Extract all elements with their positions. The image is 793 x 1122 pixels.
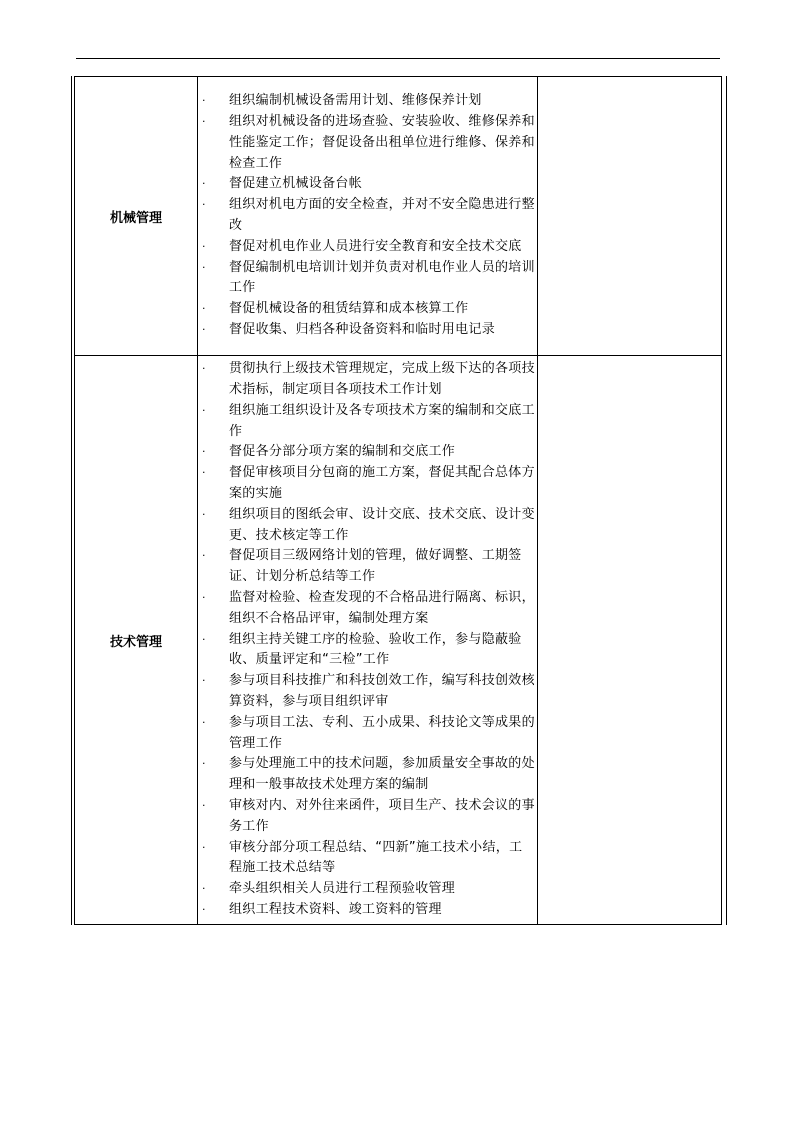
list-item: · 督促建立机械设备台帐	[202, 174, 535, 195]
list-item: · 审核分部分项工程总结、“四新”施工技术小结，工程施工技术总结等	[202, 839, 523, 876]
bullet-icon: ·	[202, 302, 206, 316]
bullet-icon: ·	[202, 798, 206, 812]
bullet-icon: ·	[202, 445, 206, 459]
responsibility-table	[74, 76, 722, 925]
duty-list	[202, 359, 535, 921]
bullet-icon: ·	[202, 674, 206, 688]
duties-cell	[198, 356, 538, 925]
bullet-icon: ·	[202, 177, 206, 191]
list-item: · 贯彻执行上级技术管理规定，完成上级下达的各项技术指标，制定项目各项技术工作计划	[202, 361, 535, 398]
duty-list	[202, 91, 535, 341]
list-item: · 参与项目工法、专利、五小成果、科技论文等成果的管理工作	[202, 714, 535, 751]
bullet-icon: ·	[202, 115, 206, 129]
bullet-icon: ·	[202, 466, 206, 480]
table-row-technical	[75, 356, 722, 925]
bullet-icon: ·	[202, 94, 206, 108]
bullet-icon: ·	[202, 549, 206, 563]
duties-cell	[198, 77, 538, 356]
bullet-icon: ·	[202, 632, 206, 646]
remarks-cell	[538, 77, 722, 356]
bullet-icon: ·	[202, 902, 206, 916]
list-item: · 组织对机电方面的安全检查，并对不安全隐患进行整改	[202, 197, 535, 233]
list-item: · 督促项目三级网络计划的管理，做好调整、工期签证、计划分析总结等工作	[202, 548, 522, 585]
bullet-icon: ·	[202, 362, 206, 376]
list-item: · 督促审核项目分包商的施工方案，督促其配合总体方案的实施	[202, 465, 535, 502]
category-cell: 机械管理	[75, 77, 198, 356]
bullet-icon: ·	[202, 715, 206, 729]
list-item: · 审核对内、对外往来函件，项目生产、技术会议的事务工作	[202, 797, 535, 834]
bullet-icon: ·	[202, 403, 206, 417]
responsibility-table-frame	[71, 76, 727, 925]
list-item: · 组织施工组织设计及各专项技术方案的编制和交底工作	[202, 402, 535, 439]
remarks-cell	[538, 356, 722, 925]
table-row-mechanical	[75, 77, 722, 356]
bullet-icon: ·	[202, 507, 206, 521]
list-item: · 督促编制机电培训计划并负责对机电作业人员的培训工作	[202, 259, 535, 296]
bullet-icon: ·	[202, 239, 206, 253]
bullet-icon: ·	[202, 882, 206, 896]
bullet-icon: ·	[202, 198, 206, 212]
list-item: · 组织项目的图纸会审、设计交底、技术交底、设计变更、技术核定等工作	[202, 506, 535, 543]
list-item: · 参与处理施工中的技术问题，参加质量安全事故的处理和一般事故技术处理方案的编制	[202, 756, 535, 793]
list-item: · 牵头组织相关人员进行工程预验收管理	[202, 879, 535, 900]
bullet-icon: ·	[202, 322, 206, 336]
list-item: · 监督对检验、检查发现的不合格品进行隔离、标识，组织不合格品评审，编制处理方案	[202, 590, 535, 626]
list-item: · 组织主持关键工序的检验、验收工作，参与隐蔽验收、质量评定和“三检”工作	[202, 631, 522, 668]
list-item: · 组织编制机械设备需用计划、维修保养计划	[202, 91, 535, 112]
bullet-icon: ·	[202, 591, 206, 604]
list-item: · 督促各分部分项方案的编制和交底工作	[202, 442, 535, 463]
list-item: · 组织工程技术资料、竣工资料的管理	[202, 900, 535, 921]
category-cell: 技术管理	[75, 356, 198, 925]
list-item: · 组织对机械设备的进场查验、安装验收、维修保养和性能鉴定工作；督促设备出租单位进行维修、保养和检查工作	[202, 114, 535, 171]
list-item: · 督促收集、归档各种设备资料和临时用电记录	[202, 320, 535, 341]
bullet-icon: ·	[202, 840, 206, 854]
list-item: · 督促对机电作业人员进行安全教育和安全技术交底	[202, 237, 535, 258]
bullet-icon: ·	[202, 260, 206, 274]
list-item: · 督促机械设备的租赁结算和成本核算工作	[202, 299, 535, 320]
list-item: · 参与项目科技推广和科技创效工作，编写科技创效核算资料，参与项目组织评审	[202, 673, 535, 709]
page-header-rule	[76, 58, 720, 59]
bullet-icon: ·	[202, 757, 206, 771]
